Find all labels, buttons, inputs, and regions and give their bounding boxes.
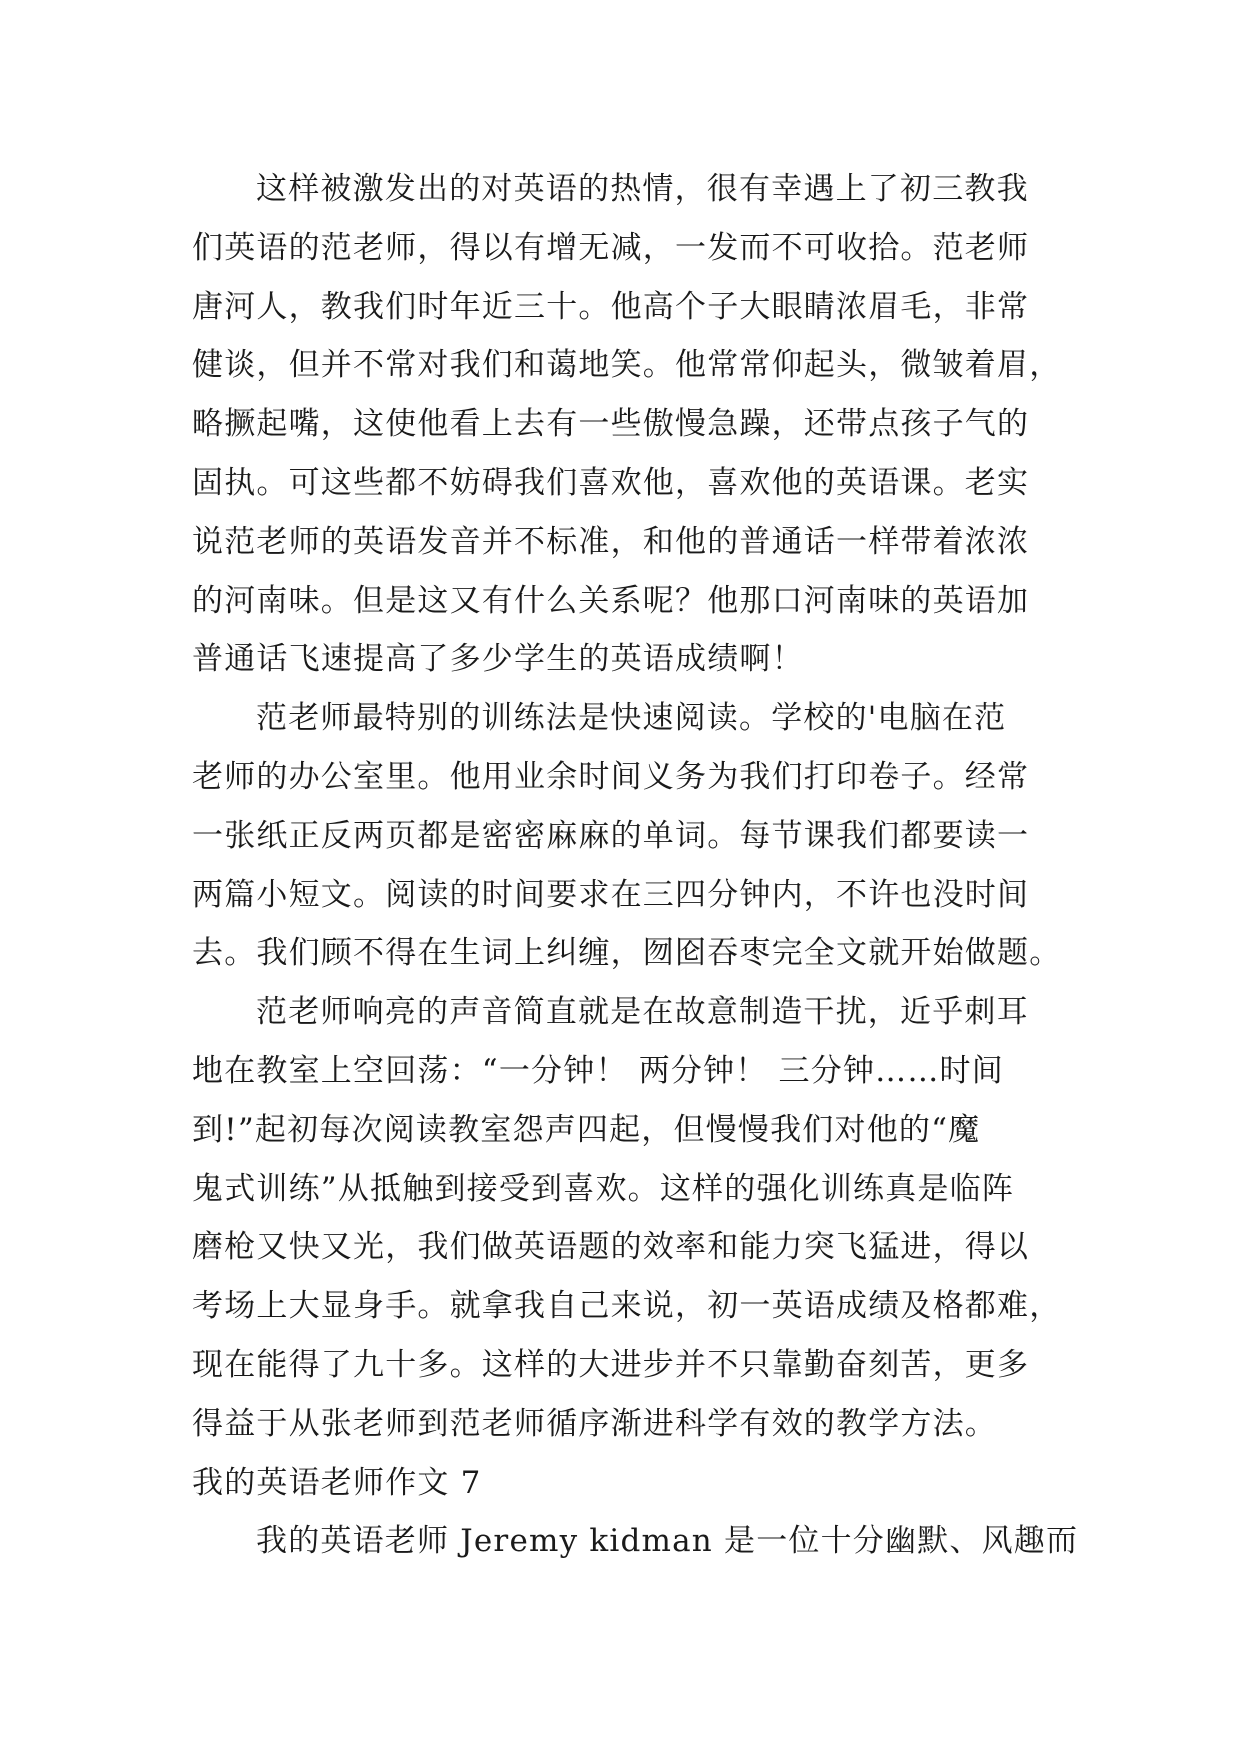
text-line: 说范老师的英语发音并不标准，和他的普通话一样带着浓浓	[192, 523, 1030, 560]
text-line: 的河南味。但是这又有什么关系呢？他那口河南味的英语加	[192, 582, 1030, 619]
text-line: 地在教室上空回荡：“一分钟！ 两分钟！ 三分钟……时间	[192, 1052, 1004, 1089]
text-line: 现在能得了九十多。这样的大进步并不只靠勤奋刻苦，更多	[192, 1346, 1030, 1383]
text-line: 范老师响亮的声音简直就是在故意制造干扰，近乎刺耳	[256, 994, 1029, 1031]
text-line: 范老师最特别的训练法是快速阅读。学校的'电脑在范	[256, 700, 1007, 737]
text-line: 磨枪又快又光，我们做英语题的效率和能力突飞猛进，得以	[192, 1229, 1030, 1266]
text-line: 固执。可这些都不妨碍我们喜欢他，喜欢他的英语课。老实	[192, 464, 1030, 501]
essay-body	[192, 160, 1079, 1571]
text-line: 唐河人，教我们时年近三十。他高个子大眼睛浓眉毛，非常	[192, 288, 1030, 325]
text-line: 一张纸正反两页都是密密麻麻的单词。每节课我们都要读一	[192, 817, 1030, 854]
text-line: 们英语的范老师，得以有增无减，一发而不可收拾。范老师	[192, 229, 1030, 266]
text-line: 老师的办公室里。他用业余时间义务为我们打印卷子。经常	[192, 758, 1030, 795]
section-heading: 我的英语老师作文 7	[192, 1464, 482, 1501]
text-line: 到!”起初每次阅读教室怨声四起，但慢慢我们对他的“魔	[192, 1111, 981, 1148]
text-line: 普通话飞速提高了多少学生的英语成绩啊！	[192, 641, 804, 678]
text-line: 略撅起嘴，这使他看上去有一些傲慢急躁，还带点孩子气的	[192, 406, 1030, 443]
text-line: 这样被激发出的对英语的热情，很有幸遇上了初三教我	[256, 171, 1029, 207]
text-line: 两篇小短文。阅读的时间要求在三四分钟内，不许也没时间	[192, 876, 1030, 913]
text-line: 得益于从张老师到范老师循序渐进科学有效的教学方法。	[192, 1405, 997, 1442]
text-line: 我的英语老师 Jeremy kidman 是一位十分幽默、风趣而	[256, 1523, 1079, 1560]
text-line: 考场上大显身手。就拿我自己来说，初一英语成绩及格都难，	[192, 1288, 1062, 1325]
text-line: 健谈，但并不常对我们和蔼地笑。他常常仰起头，微皱着眉，	[192, 347, 1062, 384]
text-line: 去。我们顾不得在生词上纠缠，囫囵吞枣完全文就开始做题。	[192, 935, 1062, 972]
text-line: 鬼式训练”从抵触到接受到喜欢。这样的强化训练真是临阵	[192, 1170, 1015, 1207]
